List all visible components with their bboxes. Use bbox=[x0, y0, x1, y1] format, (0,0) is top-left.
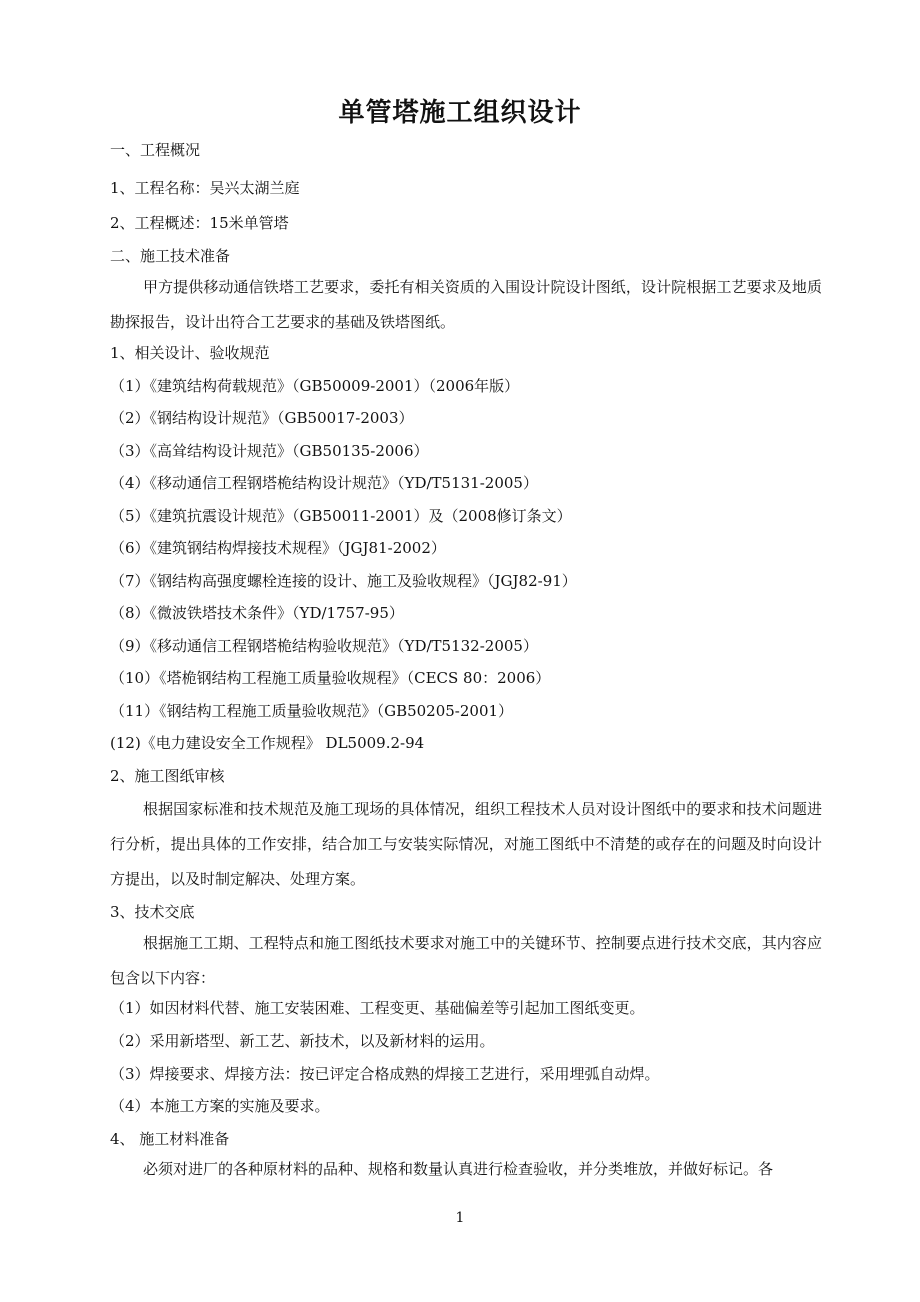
spec-item: （9）《移动通信工程钢塔桅结构验收规范》（YD/T5132-2005） bbox=[110, 637, 538, 655]
spec-item: （3）《高耸结构设计规范》（GB50135-2006） bbox=[110, 442, 429, 460]
section-heading-1: 一、工程概况 bbox=[110, 141, 201, 159]
spec-item: (12)《电力建设安全工作规程》 DL5009.2-94 bbox=[110, 734, 425, 752]
section-heading-2: 二、施工技术准备 bbox=[110, 247, 231, 265]
spec-item: （1）《建筑结构荷载规范》（GB50009-2001）（2006年版） bbox=[110, 377, 520, 395]
spec-item: （2）《钢结构设计规范》（GB50017-2003） bbox=[110, 409, 414, 427]
point-item: （1）如因材料代替、施工安装困难、工程变更、基础偏差等引起加工图纸变更。 bbox=[110, 999, 645, 1017]
point-item: （3）焊接要求、焊接方法：按已评定合格成熟的焊接工艺进行，采用埋弧自动焊。 bbox=[110, 1065, 660, 1083]
paragraph-3: 根据施工工期、工程特点和施工图纸技术要求对施工中的关键环节、控制要点进行技术交底，其内容应包含以下内容： bbox=[110, 934, 822, 987]
spec-item: （4）《移动通信工程钢塔桅结构设计规范》（YD/T5131-2005） bbox=[110, 474, 538, 492]
spec-item: （7）《钢结构高强度螺栓连接的设计、施工及验收规程》（JGJ82-91） bbox=[110, 572, 577, 590]
spec-item: （11）《钢结构工程施工质量验收规范》（GB50205-2001） bbox=[110, 702, 514, 720]
page-number: 1 bbox=[455, 1210, 465, 1226]
subsection-heading-3: 3、技术交底 bbox=[110, 903, 195, 921]
document-title: 单管塔施工组织设计 bbox=[338, 98, 582, 128]
subsection-heading-1: 1、相关设计、验收规范 bbox=[110, 344, 270, 362]
subsection-heading-4: 4、 施工材料准备 bbox=[110, 1130, 230, 1148]
subsection-heading-2: 2、施工图纸审核 bbox=[110, 767, 225, 785]
paragraph-4: 必须对进厂的各种原材料的品种、规格和数量认真进行检查验收，并分类堆放，并做好标记。各 bbox=[143, 1160, 774, 1178]
point-item: （2）采用新塔型、新工艺、新技术，以及新材料的运用。 bbox=[110, 1032, 495, 1050]
project-overview: 2、工程概述：15米单管塔 bbox=[110, 214, 289, 232]
project-name: 1、工程名称：吴兴太湖兰庭 bbox=[110, 179, 300, 197]
paragraph-1: 甲方提供移动通信铁塔工艺要求，委托有相关资质的入围设计院设计图纸，设计院根据工艺要求及地质勘探报告，设计出符合工艺要求的基础及铁塔图纸。 bbox=[110, 278, 822, 331]
paragraph-2: 根据国家标准和技术规范及施工现场的具体情况，组织工程技术人员对设计图纸中的要求和技术问题进行分析，提出具体的工作安排，结合加工与安装实际情况，对施工图纸中不清楚的或存在的问题及时向设计方提出，以及时制定解决、处理方案。 bbox=[110, 800, 822, 888]
spec-item: （5）《建筑抗震设计规范》（GB50011-2001）及（2008修订条文） bbox=[110, 507, 572, 525]
spec-item: （6）《建筑钢结构焊接技术规程》（JGJ81-2002） bbox=[110, 539, 446, 557]
spec-item: （8）《微波铁塔技术条件》（YD/1757-95） bbox=[110, 604, 404, 622]
point-item: （4）本施工方案的实施及要求。 bbox=[110, 1097, 330, 1115]
spec-item: （10）《塔桅钢结构工程施工质量验收规程》（CECS 80：2006） bbox=[110, 669, 551, 687]
